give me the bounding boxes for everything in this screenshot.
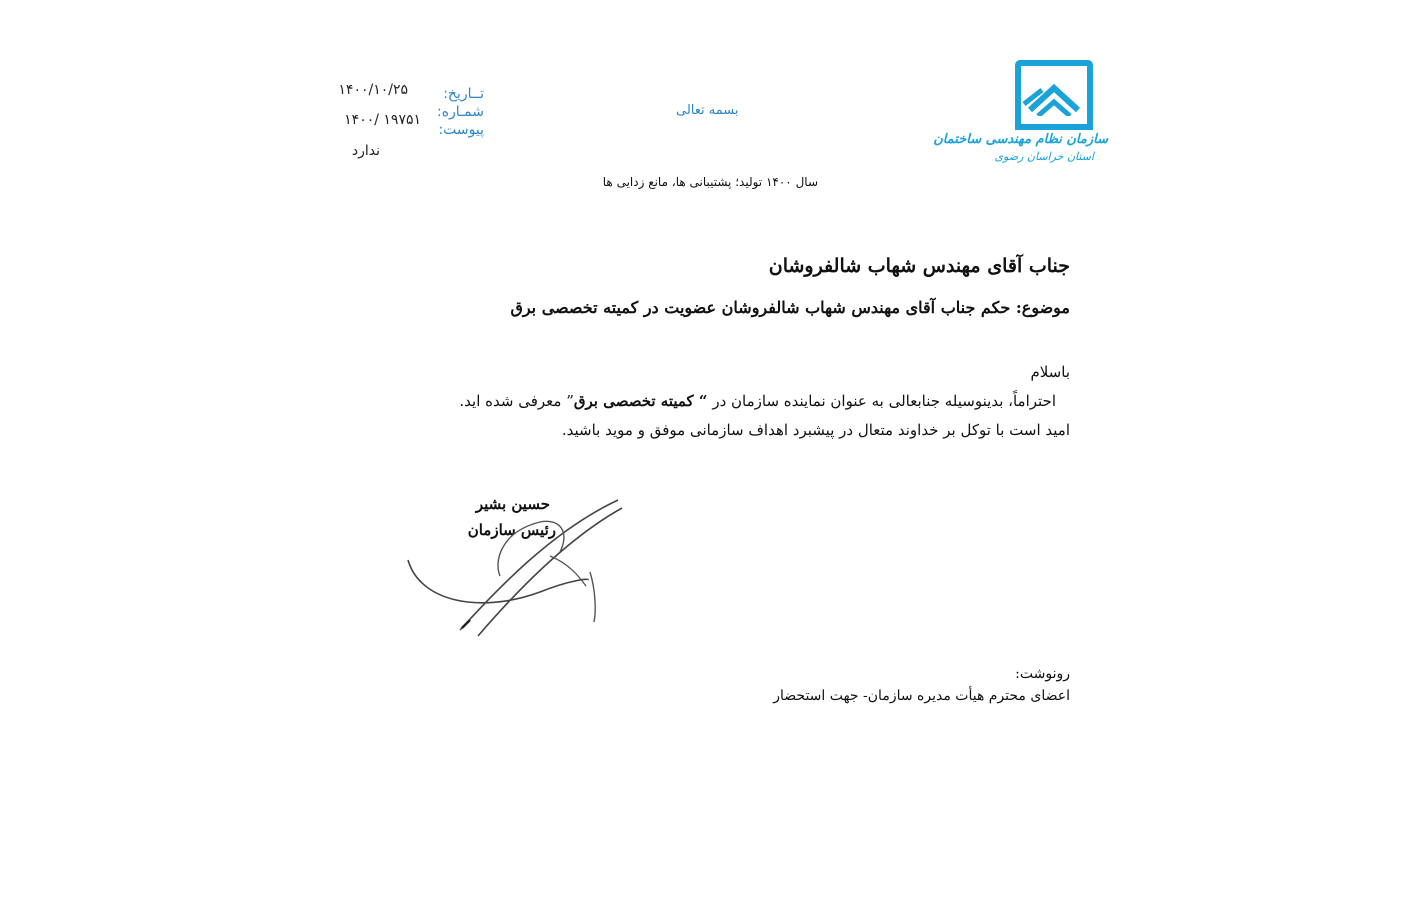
paragraph-1	[459, 386, 1056, 416]
attachment-value: ندارد	[351, 143, 380, 159]
year-motto: سال ۱۴۰۰ تولید؛ پشتیبانی ها، مانع زدایی ها	[602, 175, 818, 189]
cc-label: رونوشت:	[1015, 666, 1070, 682]
recipient-line: جناب آقای مهندس شهاب شالفروشان	[768, 255, 1070, 277]
paragraph-1-start: احتراماً، بدینوسیله جنابعالی به عنوان نماینده سازمان در	[712, 392, 1056, 410]
building-engineering-logo-icon	[1014, 60, 1094, 130]
signatory-title: رئیس سازمان	[467, 521, 556, 539]
cc-recipients: اعضای محترم هیأت مدیره سازمان- جهت استحضار	[773, 688, 1070, 704]
basmala: بسمه تعالی	[676, 103, 739, 118]
greeting: باسلام	[1030, 363, 1070, 381]
committee-name: “ کمیته تخصصی برق	[573, 392, 708, 410]
date-label: تــاریخ:	[443, 86, 484, 102]
subject-line: موضوع: حکم جناب آقای مهندس شهاب شالفروشان عضویت در کمیته تخصصی برق	[510, 298, 1070, 317]
number-label: شمـاره:	[436, 104, 484, 120]
signatory-name: حسین بشیر	[475, 495, 550, 513]
logo-org-name: سازمان نظام مهندسی ساختمان	[933, 132, 1108, 147]
number-value: ۱۴۰۰/ ۱۹۷۵۱	[344, 112, 421, 128]
attachment-label: پیوست:	[438, 122, 484, 138]
handwritten-signature-icon	[400, 492, 630, 642]
logo-province-name: استان خراسان رضوی	[994, 150, 1094, 163]
paragraph-1-end: ” معرفی شده اید.	[459, 392, 574, 410]
date-value: ۱۴۰۰/۱۰/۲۵	[338, 82, 408, 98]
paragraph-2: امید است با توکل بر خداوند متعال در پیشبرد اهداف سازمانی موفق و موید باشید.	[561, 421, 1070, 439]
organization-logo	[933, 60, 1112, 170]
